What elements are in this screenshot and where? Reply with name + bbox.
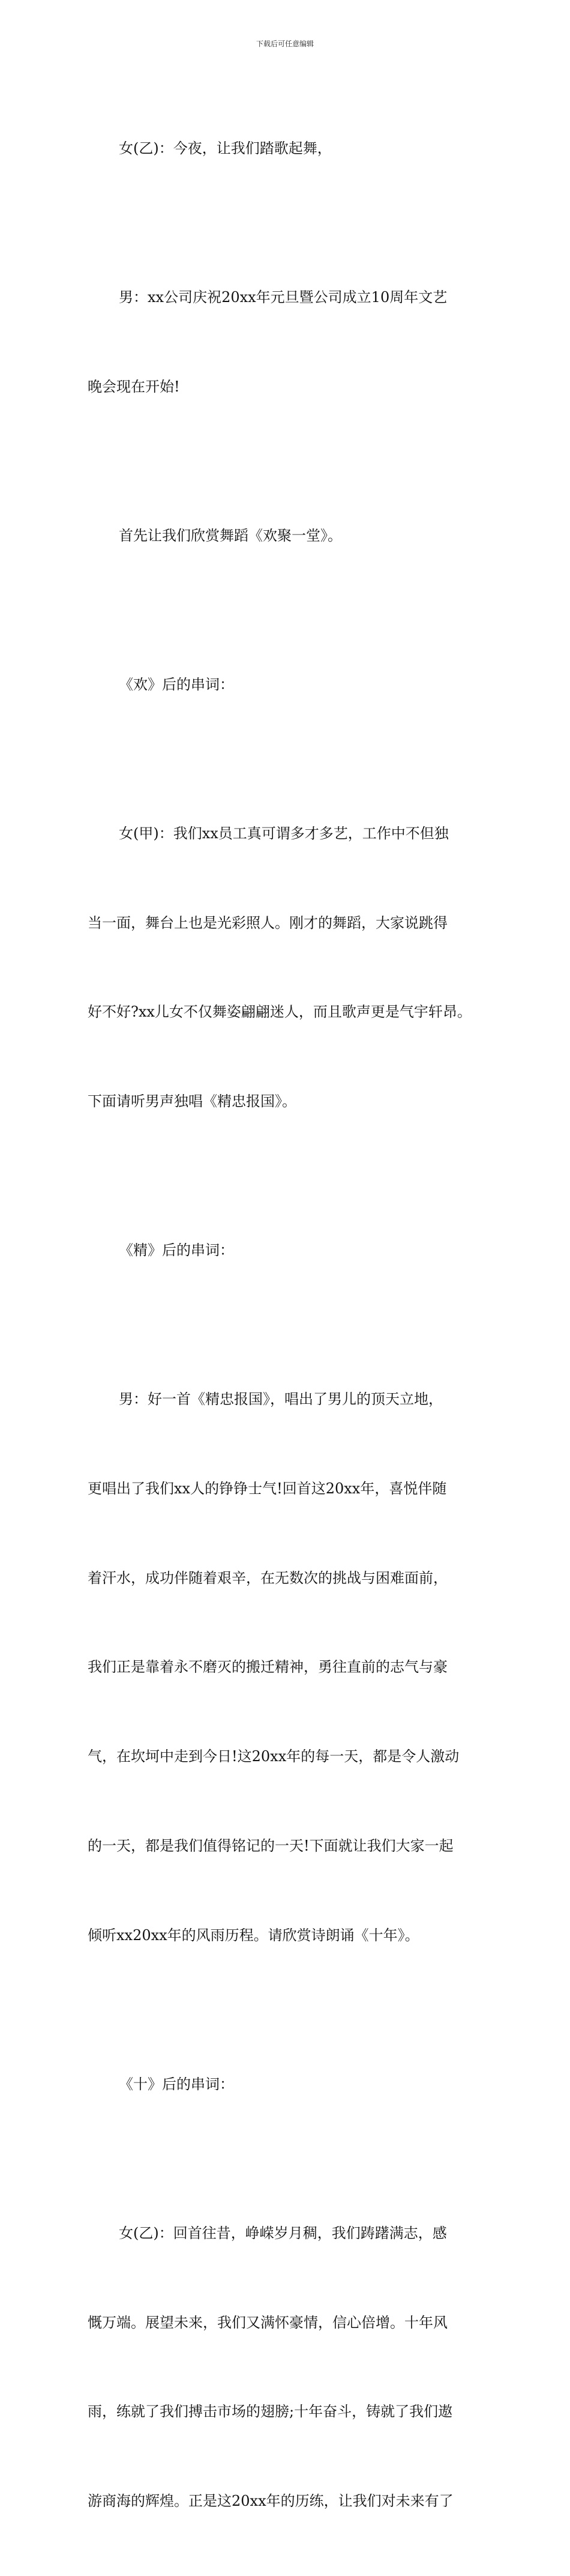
document-body: [88, 74, 496, 2576]
text-line: 雨，练就了我们搏击市场的翅膀;十年奋斗，铸就了我们遨: [88, 2403, 453, 2420]
text-line: 气，在坎坷中走到今日!这20xx年的每一天，都是令人激动: [88, 1748, 460, 1765]
text-line: 《精》后的串词：: [119, 1242, 234, 1259]
text-line: 游商海的辉煌。正是这20xx年的历练，让我们对未来有了: [88, 2493, 454, 2510]
text-line: 的一天，都是我们值得铭记的一天!下面就让我们大家一起: [88, 1837, 454, 1855]
text-line: 女(甲)：我们xx员工真可谓多才多艺，工作中不但独: [119, 824, 449, 842]
paragraph-7: [88, 1325, 496, 2010]
paragraph-8: [88, 2010, 496, 2159]
paragraph-9: [88, 2159, 496, 2576]
text-line: 更唱出了我们xx人的铮铮士气!回首这20xx年，喜悦伴随: [88, 1480, 447, 1497]
text-line: 当一面，舞台上也是光彩照人。刚才的舞蹈，大家说跳得: [88, 914, 448, 931]
text-line: 慨万端。展望未来，我们又满怀豪情，信心倍增。十年风: [88, 2314, 448, 2331]
text-line: 下面请听男声独唱《精忠报国》。: [88, 1093, 296, 1110]
text-line: 《十》后的串词：: [119, 2075, 234, 2093]
text-line: 好不好?xx儿女不仅舞姿翩翩迷人，而且歌声更是气宇轩昂。: [88, 1003, 472, 1021]
text-line: 倾听xx20xx年的风雨历程。请欣赏诗朗诵《十年》。: [88, 1926, 419, 1944]
paragraph-2: [88, 223, 496, 462]
paragraph-5: [88, 760, 496, 1176]
paragraph-3: [88, 462, 496, 611]
text-line: 着汗水，成功伴随着艰辛，在无数次的挑战与困难面前，: [88, 1569, 448, 1586]
paragraph-4: [88, 611, 496, 760]
text-line: 《欢》后的串词：: [119, 676, 234, 693]
text-line: 女(乙)：今夜，让我们踏歌起舞，: [119, 140, 332, 157]
text-line: 首先让我们欣赏舞蹈《欢聚一堂》。: [119, 527, 342, 544]
paragraph-6: [88, 1176, 496, 1325]
paragraph-1: [88, 74, 496, 223]
text-line: 男：好一首《精忠报国》，唱出了男儿的顶天立地，: [119, 1391, 443, 1408]
text-line: 男：xx公司庆祝20xx年元旦暨公司成立10周年文艺: [119, 289, 448, 306]
text-line: 晚会现在开始!: [88, 378, 180, 395]
page-header-note: 下载后可任意编辑: [256, 40, 314, 48]
text-line: 我们正是靠着永不磨灭的搬迁精神，勇往直前的志气与豪: [88, 1658, 448, 1676]
text-line: 女(乙)：回首往昔，峥嵘岁月稠，我们踌躇满志，感: [119, 2224, 447, 2242]
